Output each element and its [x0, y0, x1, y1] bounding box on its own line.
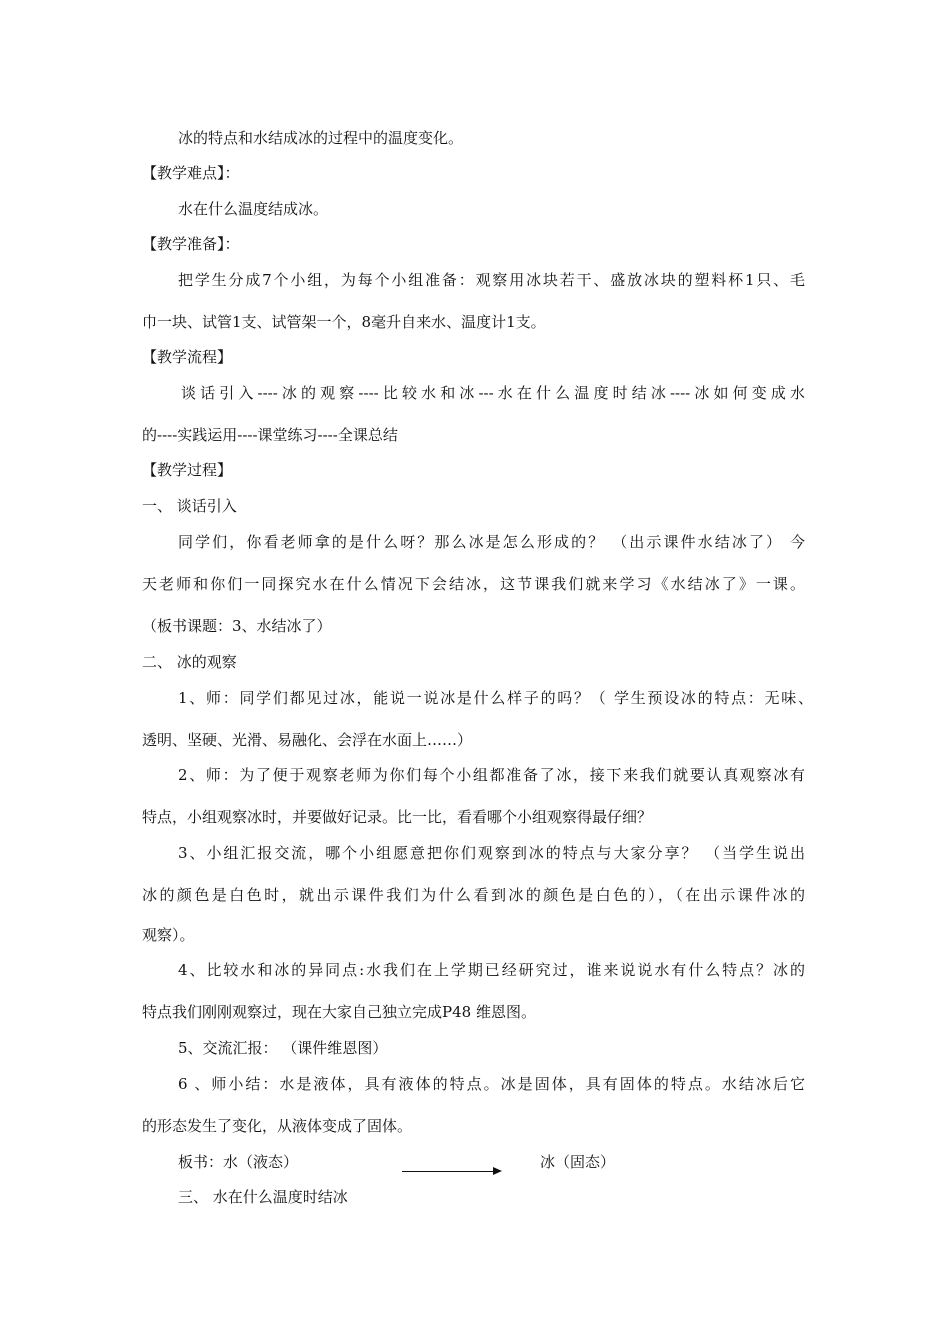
paragraph-line: 冰的特点和水结成冰的过程中的温度变化。 — [178, 129, 464, 147]
heading-process: 【教学过程】 — [142, 461, 233, 479]
paragraph-line: 3、小组汇报交流，哪个小组愿意把你们观察到冰的特点与大家分享？ （当学生说出 — [178, 844, 805, 862]
paragraph-line: （板书课题：3、水结冰了） — [142, 617, 332, 635]
paragraph-line: 透明、坚硬、光滑、易融化、会浮在水面上……） — [142, 731, 473, 749]
paragraph-line: 的形态发生了变化，从液体变成了固体。 — [142, 1117, 413, 1135]
paragraph-line: 2、师：为了便于观察老师为你们每个小组都准备了冰，接下来我们就要认真观察冰有 — [178, 766, 805, 784]
paragraph-line: 水在什么温度结成冰。 — [178, 200, 329, 218]
paragraph-line: 5、交流汇报： （课件维恩图） — [178, 1039, 388, 1057]
section-title: 一、 谈话引入 — [142, 497, 237, 515]
paragraph-line: 特点我们刚刚观察过，现在大家自己独立完成P48 维恩图。 — [142, 1003, 536, 1021]
board-note-right: 冰（固态） — [540, 1153, 616, 1171]
right-arrow-icon — [402, 1171, 500, 1172]
section-title: 三、 水在什么温度时结冰 — [178, 1188, 348, 1206]
paragraph-line: 4、比较水和冰的异同点:水我们在上学期已经研究过，谁来说说水有什么特点？冰的 — [178, 961, 805, 979]
paragraph-line: 把学生分成7个小组，为每个小组准备：观察用冰块若干、盛放冰块的塑料杯1只、毛 — [178, 271, 805, 289]
paragraph-line: 特点，小组观察冰时，并要做好记录。比一比，看看哪个小组观察得最仔细？ — [142, 808, 653, 826]
paragraph-line: 冰的颜色是白色时，就出示课件我们为什么看到冰的颜色是白色的），（在出示课件冰的 — [142, 886, 805, 904]
paragraph-line: 6 、师小结：水是液体，具有液体的特点。冰是固体，具有固体的特点。水结冰后它 — [178, 1075, 805, 1093]
paragraph-line: 巾一块、试管1支、试管架一个，8毫升自来水、温度计1支。 — [142, 313, 546, 331]
paragraph-line: 同学们，你看老师拿的是什么呀？那么冰是怎么形成的？ （出示课件水结冰了） 今 — [178, 533, 805, 551]
paragraph-line: 的----实践运用----课堂练习----全课总结 — [142, 426, 398, 444]
heading-flow: 【教学流程】 — [142, 348, 233, 366]
heading-preparation: 【教学准备】： — [142, 235, 240, 253]
paragraph-line: 1、师：同学们都见过冰，能说一说冰是什么样子的吗？（ 学生预设冰的特点：无味、 — [178, 689, 813, 707]
paragraph-line: 谈话引入----冰的观察----比较水和冰---水在什么温度时结冰----冰如何变成水 — [181, 384, 805, 402]
heading-difficulty: 【教学难点】： — [142, 164, 240, 182]
paragraph-line: 观察）。 — [142, 926, 195, 944]
paragraph-line: 天老师和你们一同探究水在什么情况下会结冰，这节课我们就来学习《水结冰了》一课。 — [142, 575, 805, 593]
board-note-left: 板书：水（液态） — [178, 1153, 299, 1171]
section-title: 二、 冰的观察 — [142, 653, 237, 671]
